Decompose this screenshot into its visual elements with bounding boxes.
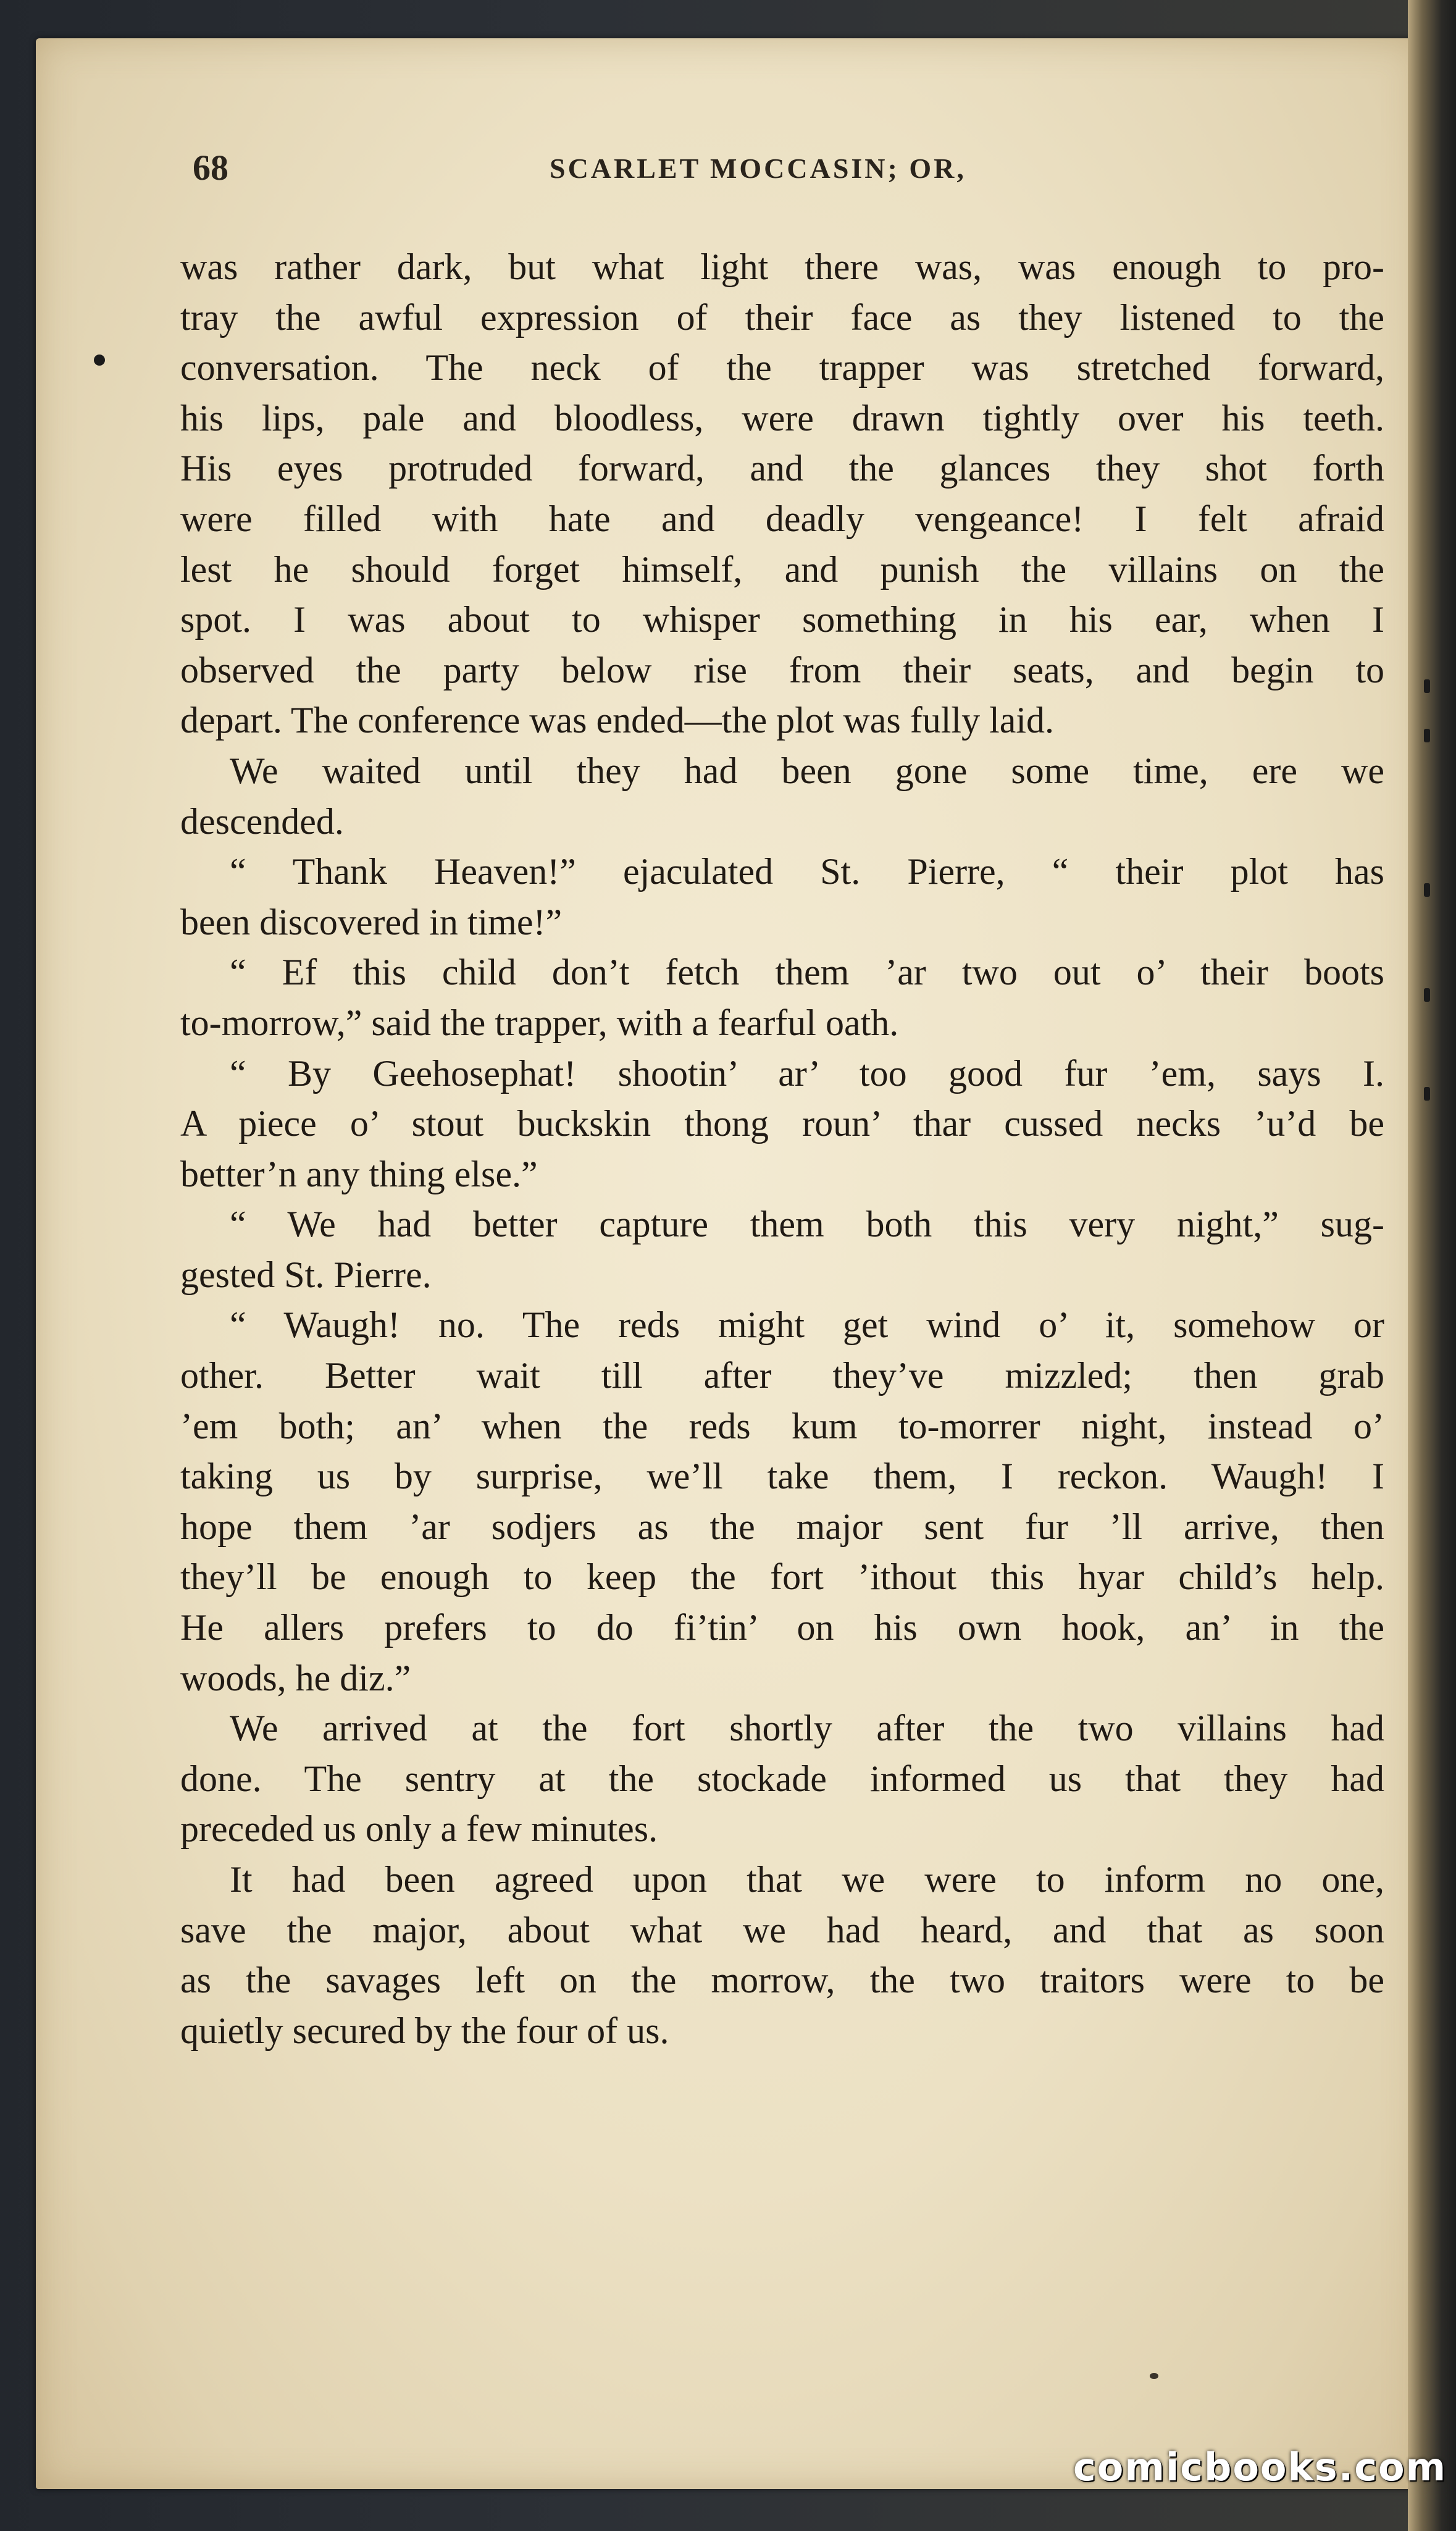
text-line: observed the party below rise from their seats, and begin to xyxy=(180,649,1384,690)
text-line: gested St. Pierre. xyxy=(180,1254,432,1295)
edge-speck xyxy=(1424,988,1430,1002)
text-line: was rather dark, but what light there was, was enough to pro- xyxy=(180,246,1384,287)
book-spine-edge xyxy=(1408,0,1456,2531)
text-line: other. Better wait till after they’ve mizzled; then grab xyxy=(180,1355,1384,1396)
ink-speck xyxy=(1150,2373,1158,2379)
running-head: SCARLET MOCCASIN; OR, xyxy=(550,153,966,184)
text-line: A piece o’ stout buckskin thong roun’ thar cussed necks ’u’d be xyxy=(180,1103,1384,1144)
edge-speck xyxy=(1424,729,1430,742)
text-line: quietly secured by the four of us. xyxy=(180,2010,669,2051)
text-line: descended. xyxy=(180,800,344,842)
text-line: they’ll be enough to keep the fort ’ithout this hyar child’s help. xyxy=(180,1556,1384,1598)
edge-speck xyxy=(1424,679,1430,693)
text-line: “ Thank Heaven!” ejaculated St. Pierre, “ their plot has xyxy=(230,851,1384,892)
edge-speck xyxy=(1424,1087,1430,1101)
text-line: ’em both; an’ when the reds kum to-morrer night, instead o’ xyxy=(180,1405,1384,1446)
text-line: His eyes protruded forward, and the glances they shot forth xyxy=(180,448,1384,489)
text-line: tray the awful expression of their face as they listened to the xyxy=(180,296,1384,338)
text-line: woods, he diz.” xyxy=(180,1657,411,1698)
text-line: depart. The conference was ended—the plot was fully laid. xyxy=(180,700,1055,741)
text-line: to-morrow,” said the trapper, with a fearful oath. xyxy=(180,1002,899,1043)
text-line: It had been agreed upon that we were to inform no one, xyxy=(230,1859,1384,1900)
text-line: preceded us only a few minutes. xyxy=(180,1808,658,1850)
text-line: He allers prefers to do fi’tin’ on his own hook, an’ in the xyxy=(180,1607,1384,1648)
text-line: “ Ef this child don’t fetch them ’ar two out o’ their boots xyxy=(230,952,1384,993)
text-line: taking us by surprise, we’ll take them, I reckon. Waugh! I xyxy=(180,1456,1384,1497)
page-header xyxy=(0,147,1456,196)
text-line: save the major, about what we had heard, and that as soon xyxy=(180,1909,1384,1950)
text-line: “ By Geehosephat! shootin’ ar’ too good fur ’em, says I. xyxy=(230,1052,1384,1094)
text-line: been discovered in time!” xyxy=(180,901,563,942)
text-line: conversation. The neck of the trapper was stretched forward, xyxy=(180,347,1384,388)
text-line: We waited until they had been gone some time, ere we xyxy=(230,750,1384,791)
text-line: We arrived at the fort shortly after the two villains had xyxy=(230,1708,1384,1749)
watermark: comicbooks.com xyxy=(1073,2445,1447,2490)
text-line: hope them ’ar sodjers as the major sent fur ’ll arrive, then xyxy=(180,1506,1384,1547)
text-line: “ Waugh! no. The reds might get wind o’ it, somehow or xyxy=(230,1304,1384,1346)
text-line: lest he should forget himself, and punish the villains on the xyxy=(180,548,1384,590)
text-line: “ We had better capture them both this very night,” sug- xyxy=(230,1204,1384,1245)
text-line: spot. I was about to whisper something in his ear, when I xyxy=(180,599,1384,640)
text-line: done. The sentry at the stockade informed us that they had xyxy=(180,1758,1384,1799)
text-line: better’n any thing else.” xyxy=(180,1153,538,1194)
page-number: 68 xyxy=(193,148,228,188)
edge-speck xyxy=(1424,883,1430,897)
text-line: were filled with hate and deadly vengeance! I felt afraid xyxy=(180,498,1384,539)
body-text xyxy=(180,242,1384,2056)
margin-ink-dot xyxy=(94,355,105,366)
text-line: his lips, pale and bloodless, were drawn tightly over his teeth. xyxy=(180,397,1384,439)
text-line: as the savages left on the morrow, the two traitors were to be xyxy=(180,1960,1384,2001)
